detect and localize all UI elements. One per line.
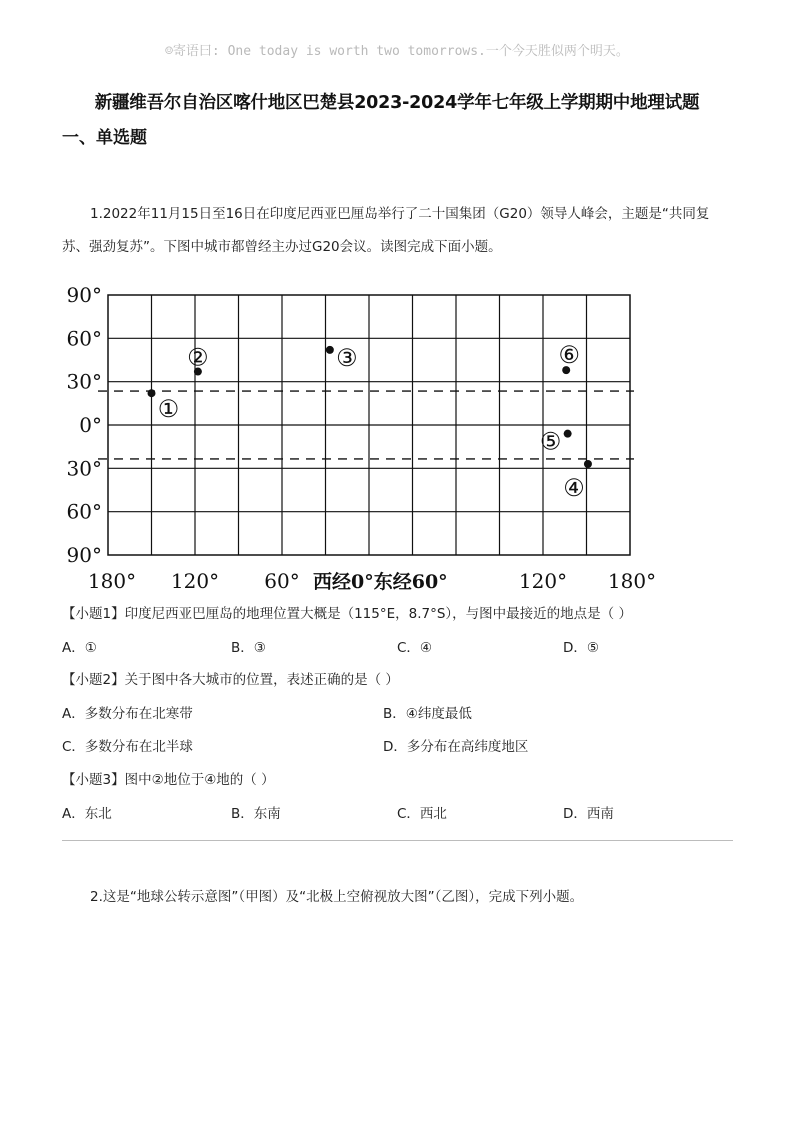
subquestion-2-option-b[interactable]: B．④纬度最低: [383, 706, 472, 722]
longitude-label: 180°: [87, 569, 137, 593]
subquestion-1-option-c[interactable]: C．④: [397, 640, 433, 656]
city-marker-dot: [148, 389, 156, 397]
latitude-label: 30°: [66, 369, 102, 394]
page-title: 新疆维吾尔自治区喀什地区巴楚县2023-2024学年七年级上学期期中地理试题: [94, 93, 700, 113]
subquestion-3-stem: 【小题3】图中②地位于④地的（ ）: [62, 772, 275, 788]
city-marker-label: ②: [187, 343, 209, 372]
city-marker-label: ⑤: [539, 427, 562, 456]
city-marker-label: ④: [563, 474, 585, 502]
question-1-intro-line-2: 苏、强劲复苏”。下图中城市都曾经主办过G20会议。读图完成下面小题。: [62, 239, 502, 255]
latitude-label: 0°: [79, 413, 102, 437]
city-marker-label: ③: [336, 343, 358, 372]
subquestion-2-option-a[interactable]: A．多数分布在北寒带: [62, 706, 193, 722]
latitude-label: 30°: [66, 456, 102, 481]
subquestion-1-stem: 【小题1】印度尼西亚巴厘岛的地理位置大概是（115°E，8.7°S），与图中最接近的地点是（ ）: [62, 606, 632, 622]
subquestion-3-option-a[interactable]: A．东北: [62, 806, 112, 822]
longitude-label: 120°: [170, 569, 220, 593]
section-heading: 一、单选题: [62, 128, 147, 148]
city-marker-dot: [584, 460, 592, 468]
subquestion-2-stem: 【小题2】关于图中各大城市的位置，表述正确的是（ ）: [62, 672, 399, 688]
subquestion-2-option-d[interactable]: D．多分布在高纬度地区: [383, 739, 529, 755]
subquestion-1-option-b[interactable]: B．③: [231, 640, 266, 656]
lat-lon-grid-map: [60, 285, 670, 595]
question-2-intro: 2.这是“地球公转示意图”（甲图）及“北极上空俯视放大图”（乙图），完成下列小题。: [90, 889, 584, 905]
latitude-label: 90°: [66, 285, 102, 307]
question-divider: [62, 840, 733, 841]
latitude-label: 90°: [66, 543, 102, 567]
subquestion-2-option-c[interactable]: C．多数分布在北半球: [62, 739, 193, 755]
question-1-intro-line-1: 1.2022年11月15日至16日在印度尼西亚巴厘岛举行了二十国集团（G20）领导人峰会，主题是“共同复: [90, 206, 710, 222]
city-marker-dot: [326, 346, 334, 354]
longitude-label: 120°: [518, 569, 568, 593]
longitude-label: 西经0°东经60°: [313, 571, 448, 593]
latitude-label: 60°: [66, 326, 102, 351]
subquestion-3-option-d[interactable]: D．西南: [563, 806, 614, 822]
subquestion-1-option-a[interactable]: A．①: [62, 640, 97, 656]
city-marker-dot: [564, 430, 572, 438]
header-motto: ☺寄语曰: One today is worth two tomorrows.一个今天胜似两个明天。: [165, 44, 629, 59]
subquestion-3-option-c[interactable]: C．西北: [397, 806, 447, 822]
longitude-label: 60°: [264, 569, 300, 593]
latitude-label: 60°: [66, 499, 102, 524]
city-marker-label: ①: [157, 395, 180, 424]
subquestion-1-option-d[interactable]: D．⑤: [563, 640, 599, 656]
subquestion-3-option-b[interactable]: B．东南: [231, 806, 281, 822]
city-marker-label: ⑥: [558, 341, 580, 370]
longitude-label: 180°: [607, 569, 657, 593]
